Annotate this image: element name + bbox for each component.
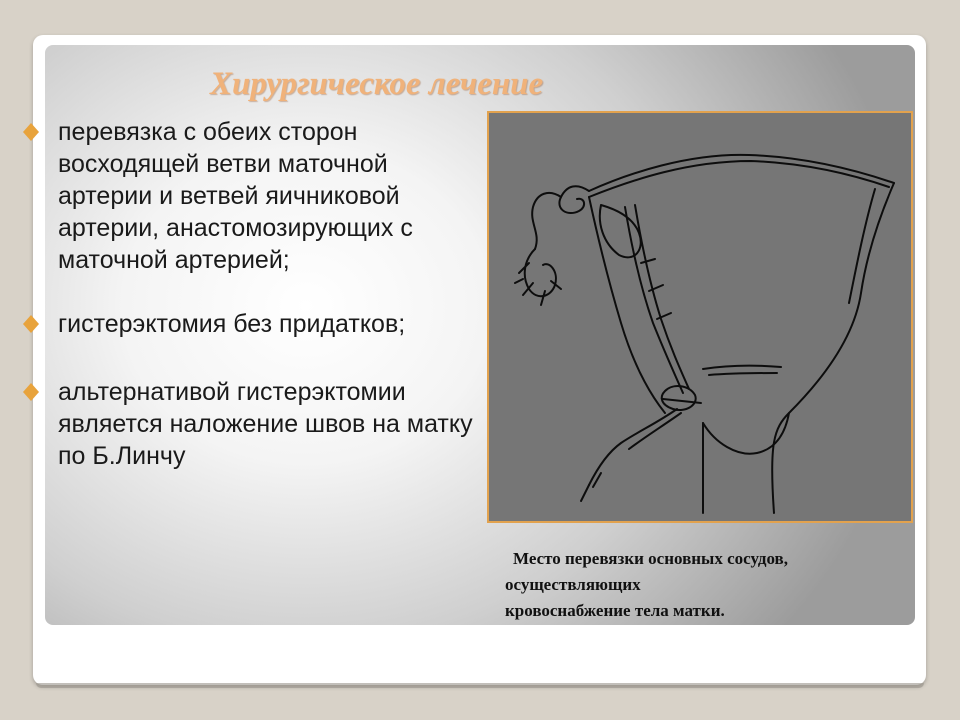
bullet-item-lynch-sutures (20, 376, 480, 472)
uterus-vessels-ligation-diagram-icon (489, 113, 911, 521)
bullet-item-ligation (20, 116, 480, 276)
bullet-text: альтернативой гистерэктомии является наложение швов на матку по Б.Линчу (58, 378, 473, 470)
caption-line: осуществляющих (505, 575, 641, 594)
figure-box (487, 111, 913, 523)
bullet-item-hysterectomy (20, 308, 480, 340)
diamond-bullet-icon (22, 382, 40, 402)
slide-title: Хирургическое лечение (210, 66, 544, 102)
slide-bottom-shadow (36, 683, 924, 688)
bullet-list (20, 116, 480, 504)
caption-line: кровоснабжение тела матки. (505, 601, 725, 620)
figure-caption (505, 546, 915, 624)
diamond-bullet-icon (22, 122, 40, 142)
caption-line: Место перевязки основных сосудов, (513, 549, 788, 568)
bullet-text: гистерэктомия без придатков; (58, 310, 406, 338)
bullet-text: перевязка с обеих сторон восходящей ветви маточной артерии и ветвей яичниковой артерии, анастомозирующих с маточной артерией; (58, 118, 413, 274)
diamond-bullet-icon (22, 314, 40, 334)
